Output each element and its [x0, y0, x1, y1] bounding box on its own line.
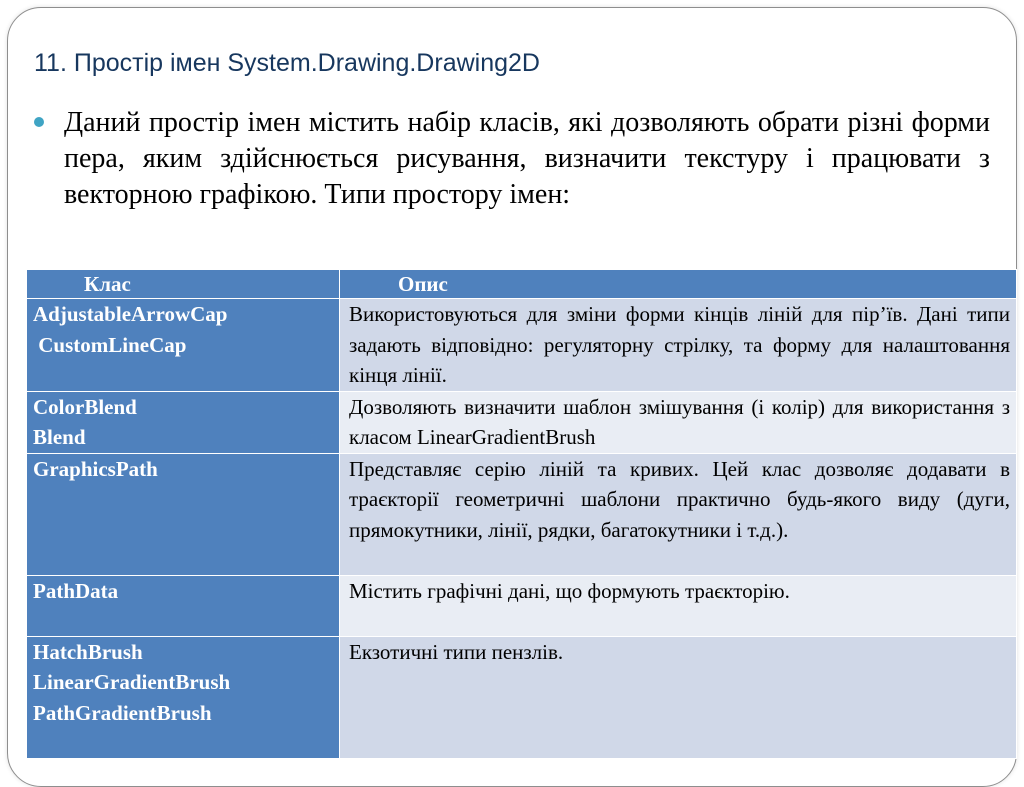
class-name: PathData — [33, 578, 119, 603]
class-name: AdjustableArrowCap — [33, 302, 228, 326]
table-header-row — [27, 270, 1017, 299]
class-cell — [27, 391, 340, 453]
class-cell — [27, 453, 340, 575]
classes-table — [26, 269, 1017, 759]
table-row — [27, 299, 1017, 392]
bullet-icon — [34, 117, 44, 127]
description-cell: Містить графічні дані, що формують траєкторію. — [340, 575, 1017, 636]
class-cell — [27, 636, 340, 758]
description-cell: Дозволяють визначити шаблон змішування (і колір) для використання з класом LinearGradientBrush — [340, 391, 1017, 453]
description-cell: Екзотичні типи пензлів. — [340, 636, 1017, 758]
slide-title: 11. Простір імен System.Drawing.Drawing2D — [34, 49, 540, 77]
header-class: Клас — [27, 270, 340, 299]
class-name: GraphicsPath — [33, 456, 158, 481]
table-row — [27, 453, 1017, 575]
description-cell: Представляє серію ліній та кривих. Цей клас дозволяє додавати в траєкторії геометричні шаблони практично будь-якого виду (дуги, прямокутники, лінії, рядки, багатокутники і т.д.). — [340, 453, 1017, 575]
class-name: ColorBlend — [33, 394, 137, 419]
class-name: CustomLineCap — [33, 332, 187, 357]
class-name: PathGradientBrush — [33, 700, 212, 725]
class-cell — [27, 575, 340, 636]
table-row — [27, 636, 1017, 758]
intro-text: Даний простір імен містить набір класів, які дозволяють обрати різні форми пера, яким здійснюється рисування, визначити текстуру і працювати з векторною графікою. Типи простору імен: — [64, 107, 990, 210]
class-name: LinearGradientBrush — [33, 670, 231, 694]
description-cell: Використовуються для зміни форми кінців ліній для пір’їв. Дані типи задають відповідно: регуляторну стрілку, та форму для налаштовання кінця лінії. — [340, 299, 1017, 392]
class-name: HatchBrush — [33, 639, 143, 664]
intro-bullet — [34, 105, 992, 213]
class-name: Blend — [33, 425, 86, 449]
header-description: Опис — [340, 270, 1017, 299]
table-row — [27, 391, 1017, 453]
table-row — [27, 575, 1017, 636]
class-cell — [27, 299, 340, 392]
